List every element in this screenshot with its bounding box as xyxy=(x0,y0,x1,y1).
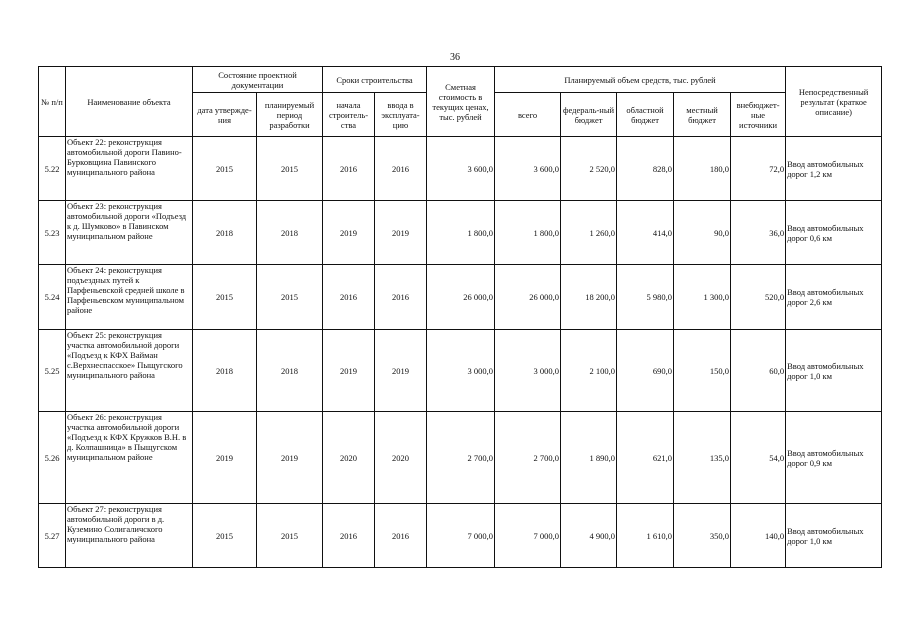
row-start: 2020 xyxy=(323,412,375,504)
row-total: 3 600,0 xyxy=(495,137,561,201)
row-name: Объект 27: реконструкция автомобильной дороги в д. Куземино Солигаличского муниципального района xyxy=(66,504,193,568)
row-approval: 2018 xyxy=(193,201,257,265)
row-planned: 2018 xyxy=(257,201,323,265)
row-cost: 7 000,0 xyxy=(427,504,495,568)
row-result: Ввод автомобильных дорог 1,0 км xyxy=(786,330,882,412)
row-num: 5.27 xyxy=(39,504,66,568)
row-total: 26 000,0 xyxy=(495,265,561,330)
row-commission: 2020 xyxy=(375,412,427,504)
row-planned: 2015 xyxy=(257,504,323,568)
row-federal: 2 520,0 xyxy=(561,137,617,201)
row-commission: 2019 xyxy=(375,201,427,265)
header-num: № п/п xyxy=(39,67,66,137)
row-commission: 2016 xyxy=(375,265,427,330)
row-result: Ввод автомобильных дорог 0,6 км xyxy=(786,201,882,265)
row-cost: 2 700,0 xyxy=(427,412,495,504)
row-total: 7 000,0 xyxy=(495,504,561,568)
row-federal: 18 200,0 xyxy=(561,265,617,330)
header-total: всего xyxy=(495,93,561,137)
row-extra: 520,0 xyxy=(731,265,786,330)
row-approval: 2015 xyxy=(193,265,257,330)
row-extra: 60,0 xyxy=(731,330,786,412)
row-num: 5.25 xyxy=(39,330,66,412)
header-construction-terms: Сроки строительства xyxy=(323,67,427,93)
table-row xyxy=(39,265,882,330)
row-planned: 2015 xyxy=(257,137,323,201)
row-extra: 54,0 xyxy=(731,412,786,504)
row-cost: 3 000,0 xyxy=(427,330,495,412)
row-result: Ввод автомобильных дорог 0,9 км xyxy=(786,412,882,504)
row-num: 5.23 xyxy=(39,201,66,265)
table-row xyxy=(39,201,882,265)
row-local: 90,0 xyxy=(674,201,731,265)
row-regional: 1 610,0 xyxy=(617,504,674,568)
row-name: Объект 23: реконструкция автомобильной дороги «Подъезд к д. Шумково» в Павинском муниципальном районе xyxy=(66,201,193,265)
row-federal: 2 100,0 xyxy=(561,330,617,412)
row-commission: 2016 xyxy=(375,137,427,201)
table-row xyxy=(39,330,882,412)
row-cost: 26 000,0 xyxy=(427,265,495,330)
row-regional: 414,0 xyxy=(617,201,674,265)
row-local: 350,0 xyxy=(674,504,731,568)
row-local: 150,0 xyxy=(674,330,731,412)
header-estimated-cost: Сметная стоимость в текущих ценах, тыс. рублей xyxy=(427,67,495,137)
row-result: Ввод автомобильных дорог 1,0 км xyxy=(786,504,882,568)
row-name: Объект 22: реконструкция автомобильной дороги Павино-Бурковщина Павинского муниципального района xyxy=(66,137,193,201)
row-total: 1 800,0 xyxy=(495,201,561,265)
row-total: 3 000,0 xyxy=(495,330,561,412)
row-start: 2016 xyxy=(323,504,375,568)
row-commission: 2016 xyxy=(375,504,427,568)
objects-table xyxy=(38,66,882,568)
row-local: 135,0 xyxy=(674,412,731,504)
header-extrabudget: внебюджет-ные источники xyxy=(731,93,786,137)
page-number: 36 xyxy=(450,52,460,63)
row-start: 2019 xyxy=(323,330,375,412)
row-start: 2019 xyxy=(323,201,375,265)
header-project-state: Состояние проектной документации xyxy=(193,67,323,93)
row-approval: 2018 xyxy=(193,330,257,412)
row-regional: 5 980,0 xyxy=(617,265,674,330)
row-result: Ввод автомобильных дорог 2,6 км xyxy=(786,265,882,330)
row-result: Ввод автомобильных дорог 1,2 км xyxy=(786,137,882,201)
header-planned-dev: планируемый период разработки xyxy=(257,93,323,137)
row-start: 2016 xyxy=(323,265,375,330)
header-start: начала строитель-ства xyxy=(323,93,375,137)
header-regional: областной бюджет xyxy=(617,93,674,137)
row-regional: 690,0 xyxy=(617,330,674,412)
header-planned-volume: Планируемый объем средств, тыс. рублей xyxy=(495,67,786,93)
row-name: Объект 25: реконструкция участка автомобильной дороги «Подъезд к КФХ Вайман с.Верхнеспасское» Пыщугского муниципального района xyxy=(66,330,193,412)
row-name: Объект 24: реконструкция подъездных путей к Парфеньевской средней школе в Парфеньевском муниципальном районе xyxy=(66,265,193,330)
row-planned: 2019 xyxy=(257,412,323,504)
row-cost: 3 600,0 xyxy=(427,137,495,201)
row-approval: 2015 xyxy=(193,504,257,568)
header-name: Наименование объекта xyxy=(66,67,193,137)
row-planned: 2015 xyxy=(257,265,323,330)
header-result: Непосредственный результат (краткое описание) xyxy=(786,67,882,137)
row-total: 2 700,0 xyxy=(495,412,561,504)
row-extra: 72,0 xyxy=(731,137,786,201)
header-federal: федераль-ный бюджет xyxy=(561,93,617,137)
header-approval-date: дата утвержде-ния xyxy=(193,93,257,137)
row-num: 5.24 xyxy=(39,265,66,330)
row-federal: 4 900,0 xyxy=(561,504,617,568)
row-federal: 1 890,0 xyxy=(561,412,617,504)
row-approval: 2019 xyxy=(193,412,257,504)
row-name: Объект 26: реконструкция участка автомобильной дороги «Подъезд к КФХ Кружков В.Н. в д. Колпашница» в Пыщугском муниципальном районе xyxy=(66,412,193,504)
row-local: 180,0 xyxy=(674,137,731,201)
row-local: 1 300,0 xyxy=(674,265,731,330)
row-cost: 1 800,0 xyxy=(427,201,495,265)
row-approval: 2015 xyxy=(193,137,257,201)
table-row xyxy=(39,504,882,568)
row-commission: 2019 xyxy=(375,330,427,412)
row-regional: 621,0 xyxy=(617,412,674,504)
row-num: 5.26 xyxy=(39,412,66,504)
table-row xyxy=(39,412,882,504)
row-extra: 140,0 xyxy=(731,504,786,568)
row-extra: 36,0 xyxy=(731,201,786,265)
row-regional: 828,0 xyxy=(617,137,674,201)
header-commissioning: ввода в эксплуата-цию xyxy=(375,93,427,137)
row-num: 5.22 xyxy=(39,137,66,201)
table-row xyxy=(39,137,882,201)
row-start: 2016 xyxy=(323,137,375,201)
row-federal: 1 260,0 xyxy=(561,201,617,265)
header-local: местный бюджет xyxy=(674,93,731,137)
row-planned: 2018 xyxy=(257,330,323,412)
